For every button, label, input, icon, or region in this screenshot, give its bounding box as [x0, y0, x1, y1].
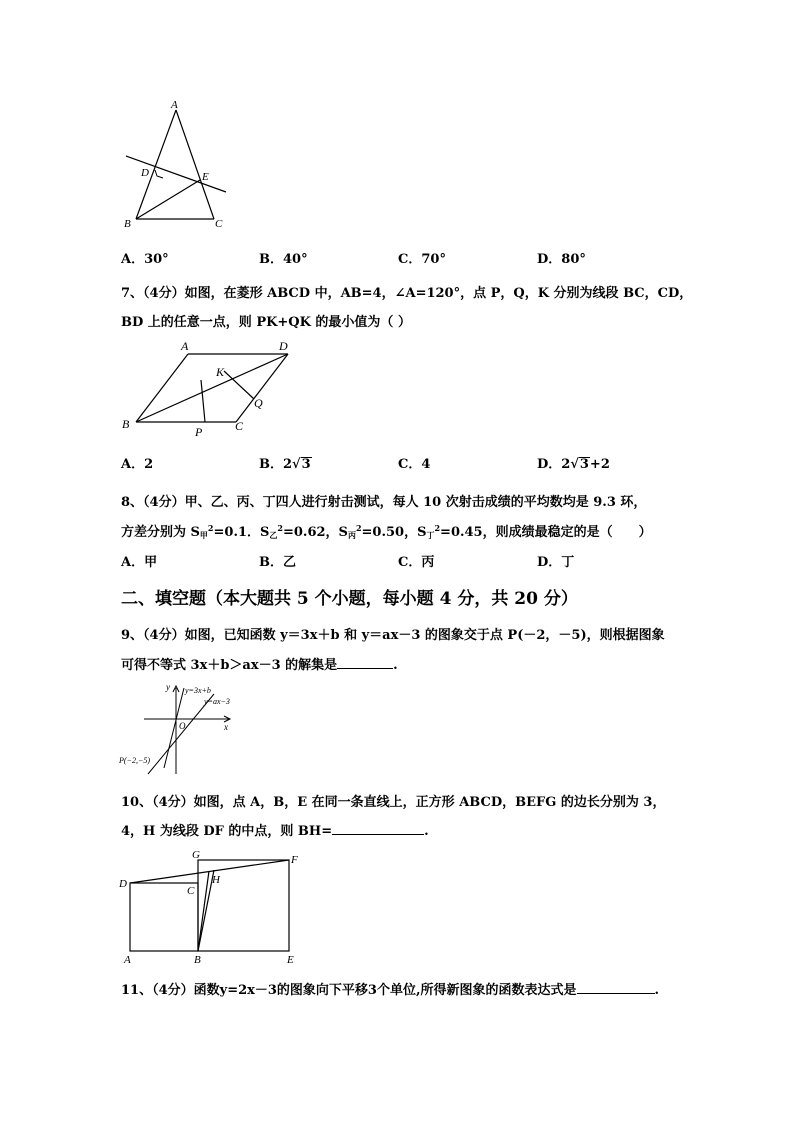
- sub-ding: 丁: [426, 530, 435, 540]
- q8-option-d: D．丁: [537, 555, 575, 570]
- q9-line1: 9、（4分）如图，已知函数 y＝3x＋b 和 y＝ax－3 的图象交于点 P(－2，－5)，则根据图象: [121, 628, 665, 643]
- sq-label-a: A: [124, 954, 131, 966]
- q6-option-c: C．70°: [398, 252, 446, 267]
- squares-figure: [116, 846, 312, 966]
- q11-line1-end: .: [654, 983, 660, 998]
- sq-label-f: F: [291, 854, 298, 866]
- q6-option-b: B．40°: [259, 252, 308, 267]
- q8-l2-b: =0.1．S: [213, 525, 270, 540]
- q10-line2-text: 4，H 为线段 DF 的中点，则 BH=: [121, 824, 333, 839]
- sup-2: 2: [355, 523, 362, 533]
- q10-line1: 10、（4分）如图，点 A，B，E 在同一条直线上，正方形 ABCD，BEFG 的边长分别为 3，: [121, 795, 666, 810]
- sup-2: 2: [434, 523, 441, 533]
- q8-l2-a: 方差分别为 S: [121, 525, 200, 540]
- rh-label-c: C: [235, 419, 244, 433]
- line2-label: y=ax−3: [204, 697, 230, 706]
- sqrt-sign: √: [570, 457, 579, 472]
- answer-blank[interactable]: [577, 981, 655, 994]
- rh-label-q: Q: [254, 396, 263, 410]
- q8-line2: [121, 521, 652, 540]
- label-b: B: [124, 218, 131, 230]
- q8-l2-d: =0.50，S: [361, 525, 427, 540]
- q7-option-a: A．2: [121, 457, 154, 472]
- q8-option-a: A．甲: [121, 555, 158, 570]
- q7-option-b-root: 3: [301, 457, 311, 472]
- rhombus-figure: [118, 336, 318, 440]
- q7-option-c: C．4: [398, 457, 431, 472]
- line1-label: y=3x+b: [185, 686, 211, 695]
- sq-label-e: E: [287, 954, 294, 966]
- answer-blank[interactable]: [332, 822, 424, 835]
- q8-line1: 8、（4分）甲、乙、丙、丁四人进行射击测试，每人 10 次射击成绩的平均数均是 9.3 环，: [121, 495, 647, 510]
- sq-label-h: H: [212, 874, 220, 886]
- q9-line2-end: .: [393, 658, 398, 673]
- rh-label-a: A: [181, 339, 189, 353]
- sq-label-d: D: [119, 878, 127, 890]
- q8-l2-e: =0.45，则成绩最稳定的是（ ）: [440, 525, 652, 540]
- q7-option-b: [259, 453, 312, 472]
- triangle-figure: [118, 96, 238, 236]
- label-a: A: [171, 99, 178, 111]
- answer-blank[interactable]: [337, 656, 393, 669]
- sub-jia: 甲: [199, 530, 208, 540]
- label-e: E: [202, 171, 209, 183]
- q11-line1: [121, 979, 659, 998]
- q7-option-d-prefix: D．2: [537, 457, 571, 472]
- q7-option-d: [537, 453, 610, 472]
- axis-y-label: y: [166, 682, 170, 692]
- sup-2: 2: [277, 523, 283, 533]
- q9-line2-text: 可得不等式 3x＋b＞ax－3 的解集是: [121, 658, 338, 673]
- q8-option-c: C．丙: [398, 555, 435, 570]
- sq-label-b: B: [194, 954, 201, 966]
- section-title: 二、填空题（本大题共 5 个小题，每小题 4 分，共 20 分）: [121, 589, 578, 609]
- q9-line2: [121, 654, 398, 673]
- sqrt-sign: √: [292, 457, 301, 472]
- function-graph-figure: [118, 678, 248, 778]
- q10-line2: [121, 820, 429, 839]
- rh-label-d: D: [279, 339, 288, 353]
- q10-line2-end: .: [424, 824, 429, 839]
- q8-option-b: B．乙: [259, 555, 296, 570]
- origin-label: O: [179, 721, 186, 731]
- q7-line1: 7、（4分）如图，在菱形 ABCD 中，AB=4，∠A=120°，点 P，Q，K 分别为线段 BC，CD，: [121, 286, 693, 301]
- q11-line1-text: 11、（4分）函数y=2x－3的图象向下平移3个单位,所得新图象的函数表达式是: [121, 983, 577, 998]
- sq-label-c: C: [187, 885, 195, 897]
- sub-yi: 乙: [269, 530, 278, 540]
- rh-label-p: P: [195, 425, 203, 439]
- sq-label-g: G: [192, 849, 200, 861]
- rh-label-k: K: [216, 365, 225, 379]
- q7-option-b-prefix: B．2: [259, 457, 293, 472]
- label-c: C: [215, 218, 223, 230]
- q6-option-d: D．80°: [537, 252, 586, 267]
- q8-l2-c: =0.62，S: [282, 525, 348, 540]
- sub-bing: 丙: [347, 530, 356, 540]
- q7-line2: BD 上的任意一点，则 PK+QK 的最小值为（ ）: [121, 315, 411, 330]
- rh-label-b: B: [122, 417, 130, 431]
- label-d: D: [141, 167, 149, 179]
- q7-option-d-suffix: +2: [589, 457, 610, 472]
- axis-x-label: x: [224, 722, 228, 732]
- sup-2: 2: [207, 523, 214, 533]
- q6-option-a: A．30°: [121, 252, 169, 267]
- q7-option-d-root: 3: [579, 457, 589, 472]
- point-p-label: P(−2,−5): [119, 756, 151, 765]
